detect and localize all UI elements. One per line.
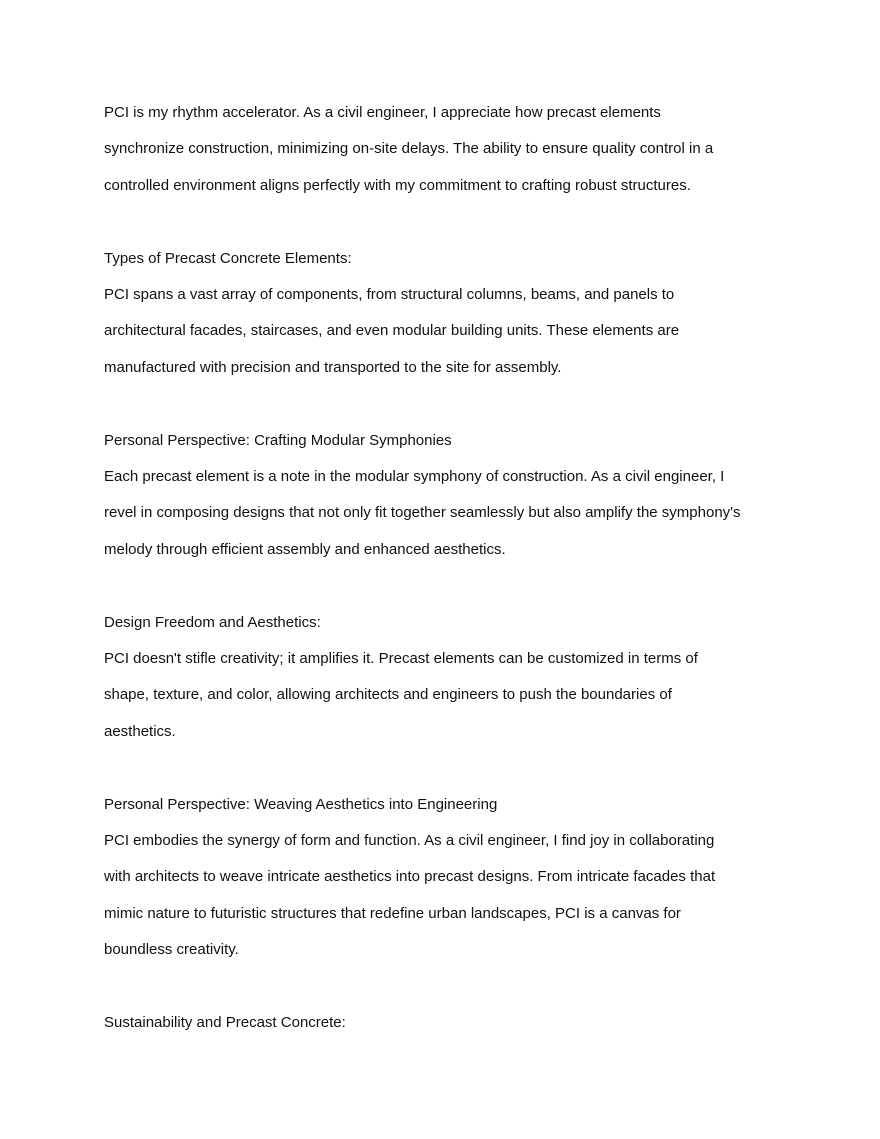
paragraph-spacer [104, 386, 804, 422]
text-line: with architects to weave intricate aesthetics into precast designs. From intricate facades that [104, 868, 716, 886]
paragraph-spacer [104, 204, 804, 240]
section-heading: Design Freedom and Aesthetics: [104, 613, 321, 631]
paragraph-sustainability [104, 1005, 804, 1041]
text-line: PCI doesn't stifle creativity; it amplifies it. Precast elements can be customized in terms of [104, 650, 698, 668]
text-line: controlled environment aligns perfectly with my commitment to crafting robust structures. [104, 176, 691, 194]
text-line: boundless creativity. [104, 941, 239, 959]
text-line: PCI spans a vast array of components, from structural columns, beams, and panels to [104, 286, 675, 304]
section-heading: Sustainability and Precast Concrete: [104, 1014, 346, 1032]
paragraph-design-freedom [104, 605, 804, 751]
paragraph-types-of-elements [104, 241, 804, 387]
text-line: shape, texture, and color, allowing architects and engineers to push the boundaries of [104, 686, 672, 704]
text-line: architectural facades, staircases, and even modular building units. These elements are [104, 322, 680, 340]
text-line: revel in composing designs that not only fit together seamlessly but also amplify the symphony's [104, 504, 741, 522]
document-body [104, 95, 804, 1041]
text-line: Each precast element is a note in the modular symphony of construction. As a civil engineer, I [104, 468, 725, 486]
paragraph-modular-symphonies [104, 423, 804, 569]
paragraph-weaving-aesthetics [104, 787, 804, 969]
paragraph-spacer [104, 750, 804, 786]
text-line: synchronize construction, minimizing on-site delays. The ability to ensure quality control in a [104, 140, 714, 158]
text-line: PCI embodies the synergy of form and function. As a civil engineer, I find joy in collaborating [104, 832, 715, 850]
text-line: manufactured with precision and transported to the site for assembly. [104, 358, 562, 376]
paragraph-intro [104, 95, 804, 204]
text-line: melody through efficient assembly and enhanced aesthetics. [104, 540, 506, 558]
section-heading: Personal Perspective: Crafting Modular Symphonies [104, 431, 452, 449]
text-line: mimic nature to futuristic structures that redefine urban landscapes, PCI is a canvas for [104, 904, 681, 922]
paragraph-spacer [104, 969, 804, 1005]
paragraph-spacer [104, 568, 804, 604]
section-heading: Types of Precast Concrete Elements: [104, 249, 352, 267]
text-line: aesthetics. [104, 722, 176, 740]
section-heading: Personal Perspective: Weaving Aesthetics into Engineering [104, 795, 498, 813]
text-line: PCI is my rhythm accelerator. As a civil engineer, I appreciate how precast elements [104, 104, 661, 121]
